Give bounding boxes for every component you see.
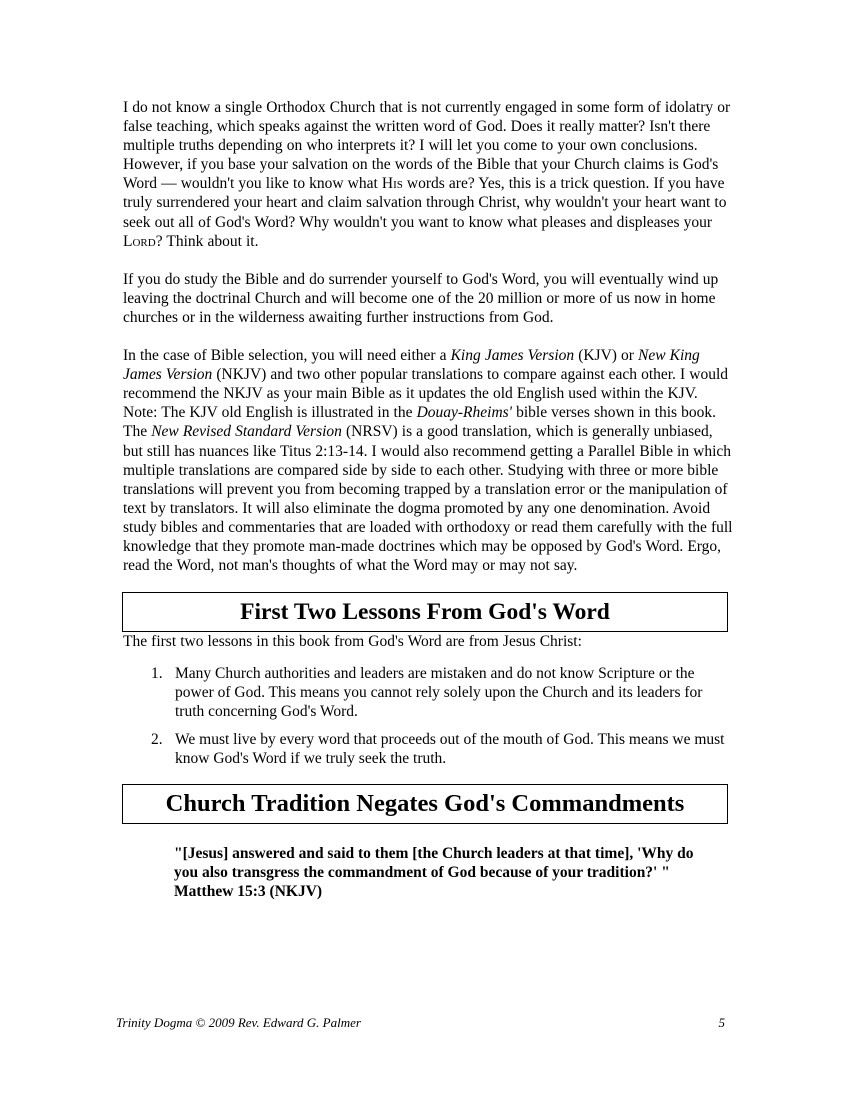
paragraph-orthodox-church: I do not know a single Orthodox Church that is not currently engaged in some form of idolatry or false teaching, which speaks against the written word of God. Does it really matter? Isn't there multiple truths depending on who interprets it? I will let you come to your own conclusions. However, if you base your salvation on the words of the Bible that your Church claims is God's Word — wouldn't you like to know what His words are? Yes, this is a trick question. If you have truly surrendered your heart and claim salvation through Christ, why wouldn't your heart want to seek out all of God's Word? Why wouldn't you want to know what pleases and displeases your Lord? Think about it. [123,99,731,250]
paragraph-study-bible: If you do study the Bible and do surrender yourself to God's Word, you will eventually wind up leaving the doctrinal Church and will become one of the 20 million or more of us now in home churches or in the wilderness awaiting further instructions from God. [123,270,719,326]
section-heading-church-tradition: Church Tradition Negates God's Commandments [122,784,728,824]
small-caps-his: His [381,175,403,193]
page-footer [116,1015,725,1031]
section-heading-first-two-lessons: First Two Lessons From God's Word [122,592,728,632]
scripture-quote: "[Jesus] answered and said to them [the Church leaders at that time], 'Why do you also transgress the commandment of God because of your tradition?' " Matthew 15:3 (NKJV) [174,844,694,900]
footer-copyright: Trinity Dogma © 2009 Rev. Edward G. Palmer [116,1015,361,1030]
paragraph-bible-selection: In the case of Bible selection, you will need either a King James Version (KJV) or New King James Version (NKJV) and two other popular translations to compare against each other. I would recommend the NKJV as your main Bible as it updates the old English used within the KJV. Note: The KJV old English is illustrated in the Douay-Rheims' bible verses shown in this book. The New Revised Standard Version (NRSV) is a good translation, which is generally unbiased, but still has nuances like Titus 2:13-14. I would also recommend getting a Parallel Bible in which multiple translations are compared side by side to each other. Studying with three or more bible translations will prevent you from becoming trapped by a translation error or the manipulation of text by translators. It will also eliminate the dogma promoted by any one denomination. Avoid study bibles and commentaries that are loaded with orthodoxy or read them carefully with the full knowledge that they promote man-made doctrines which may be opposed by God's Word. Ergo, read the Word, not man's thoughts of what the Word may or may not say. [123,347,733,575]
small-caps-lord: Lord [123,232,156,250]
list-item-text: We must live by every word that proceeds out of the mouth of God. This means we must know God's Word if we truly seek the truth. [175,730,725,767]
lessons-list [123,664,735,767]
title-nrsv: New Revised Standard Version [151,423,342,441]
title-kjv: King James Version [450,347,575,365]
list-number: 2. [151,730,163,748]
title-douay-rheims: Douay-Rheims' [416,404,512,422]
list-item-text: Many Church authorities and leaders are mistaken and do not know Scripture or the power of God. This means you cannot rely solely upon the Church and its leaders for truth concerning God's Word. [175,665,703,721]
list-number: 1. [151,665,163,683]
title-nkjv: New King James Version [123,347,700,384]
page-content [123,98,735,901]
list-item [123,730,735,768]
page-number: 5 [718,1015,725,1030]
list-item [123,664,735,721]
lessons-intro: The first two lessons in this book from God's Word are from Jesus Christ: [123,633,582,651]
